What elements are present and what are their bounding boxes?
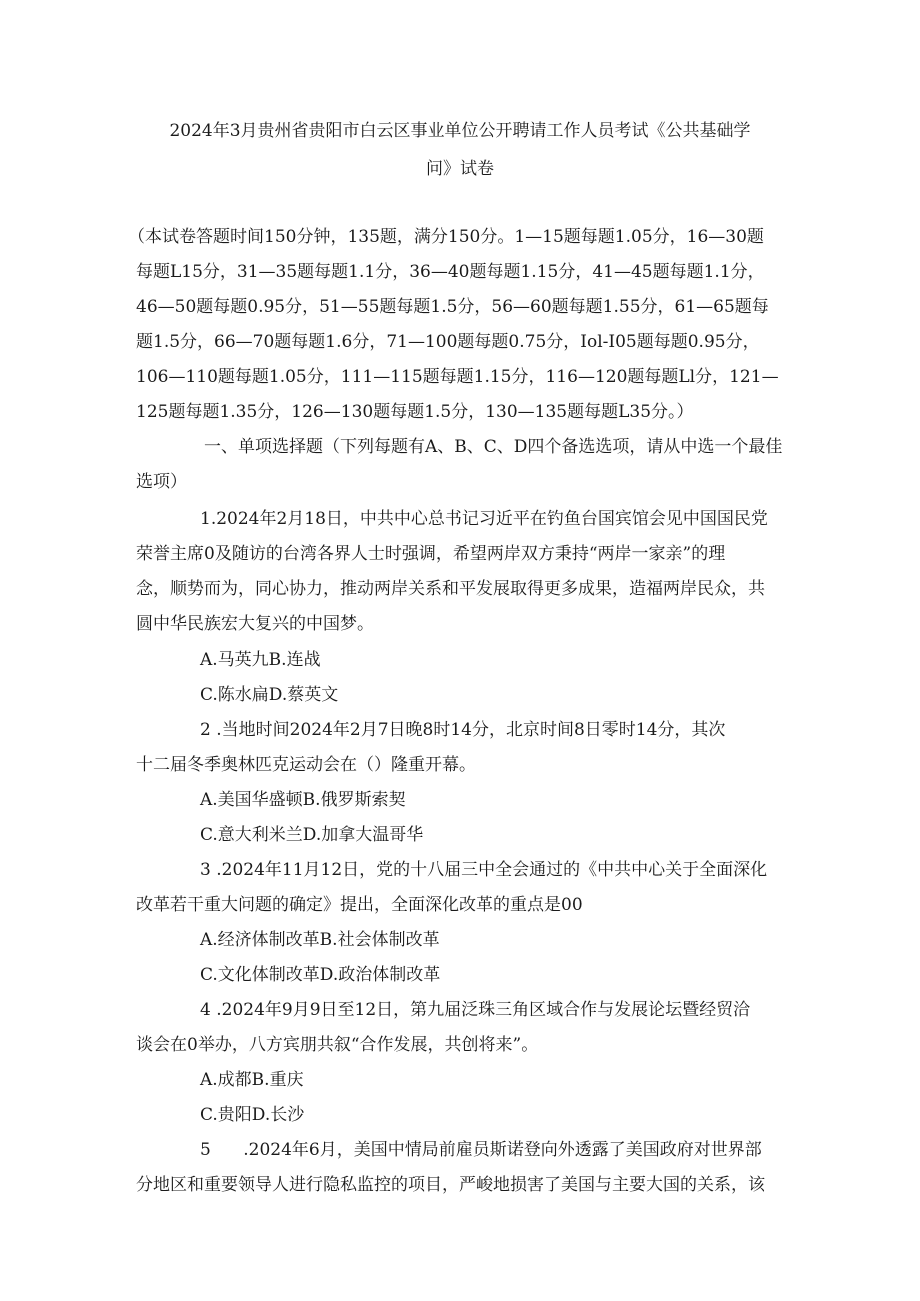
answer-options-line: C.文化体制改革D.政治体制改革 [200, 965, 441, 985]
answer-options-line: C.陈水扁D.蔡英文 [200, 685, 339, 705]
question-text-line: 4 .2024年9月9日至12日，第九届泛珠三角区域合作与发展论坛暨经贸洽 [200, 1000, 751, 1020]
question-text-line: 圆中华民族宏大复兴的中国梦。 [136, 614, 374, 634]
instructions-line: 46—50题每题0.95分，51—55题每题1.5分，56—60题每题1.55分，61—65题每 [136, 297, 769, 317]
question-text-line: 5 .2024年6月，美国中情局前雇员斯诺登向外透露了美国政府对世界部 [200, 1140, 762, 1160]
question-text-line: 3 .2024年11月12日，党的十八届三中全会通过的《中共中心关于全面深化 [200, 860, 768, 880]
question-text-line: 十二届冬季奥林匹克运动会在（）隆重开幕。 [136, 755, 476, 775]
question-text-line: 1.2024年2月18日，中共中心总书记习近平在钓鱼台国宾馆会见中国国民党 [200, 509, 768, 529]
answer-options-line: A.成都B.重庆 [200, 1070, 304, 1090]
document-title-line-1: 2024年3月贵州省贵阳市白云区事业单位公开聘请工作人员考试《公共基础学 [169, 121, 751, 141]
question-text-line: 2 .当地时间2024年2月7日晚8时14分，北京时间8日零时14分，其次 [200, 720, 726, 740]
instructions-line: （本试卷答题时间150分钟，135题，满分150分。1—15题每题1.05分，16—30题 [128, 227, 764, 247]
instructions-line: 106—110题每题1.05分，111—115题每题1.15分，116—120题每题Ll分，121— [136, 367, 779, 387]
question-text-line: 念，顺势而为，同心协力，推动两岸关系和平发展取得更多成果，造福两岸民众，共 [136, 579, 765, 599]
answer-options-line: A.马英九B.连战 [200, 650, 321, 670]
document-title-line-2: 问》试卷 [426, 159, 494, 179]
question-text-line: 荣誉主席0及随访的台湾各界人士时强调，希望两岸双方秉持“两岸一家亲”的理 [136, 544, 726, 564]
instructions-line: 题1.5分，66—70题每题1.6分，71—100题每题0.75分，Iol-I05题每题0.95分， [136, 332, 760, 352]
question-text-line: 改革若干重大问题的确定》提出，全面深化改革的重点是00 [136, 895, 583, 915]
answer-options-line: A.美国华盛顿B.俄罗斯索契 [200, 790, 406, 810]
section-heading-line-1: 一、单项选择题（下列每题有A、B、C、D四个备选选项，请从中选一个最佳 [204, 437, 783, 457]
section-heading-line-2: 选项） [136, 472, 187, 492]
instructions-line: 125题每题1.35分，126—130题每题1.5分，130—135题每题L35分。） [136, 402, 694, 422]
instructions-line: 每题L15分，31—35题每题1.1分，36—40题每题1.15分，41—45题每题1.1分， [136, 262, 765, 282]
answer-options-line: A.经济体制改革B.社会体制改革 [200, 930, 440, 950]
answer-options-line: C.贵阳D.长沙 [200, 1105, 305, 1125]
question-text-line: 分地区和重要领导人进行隐私监控的项目，严峻地损害了美国与主要大国的关系，该 [136, 1175, 765, 1195]
question-text-line: 谈会在0举办，八方宾朋共叙“合作发展，共创将来”。 [136, 1035, 539, 1055]
answer-options-line: C.意大利米兰D.加拿大温哥华 [200, 825, 424, 845]
